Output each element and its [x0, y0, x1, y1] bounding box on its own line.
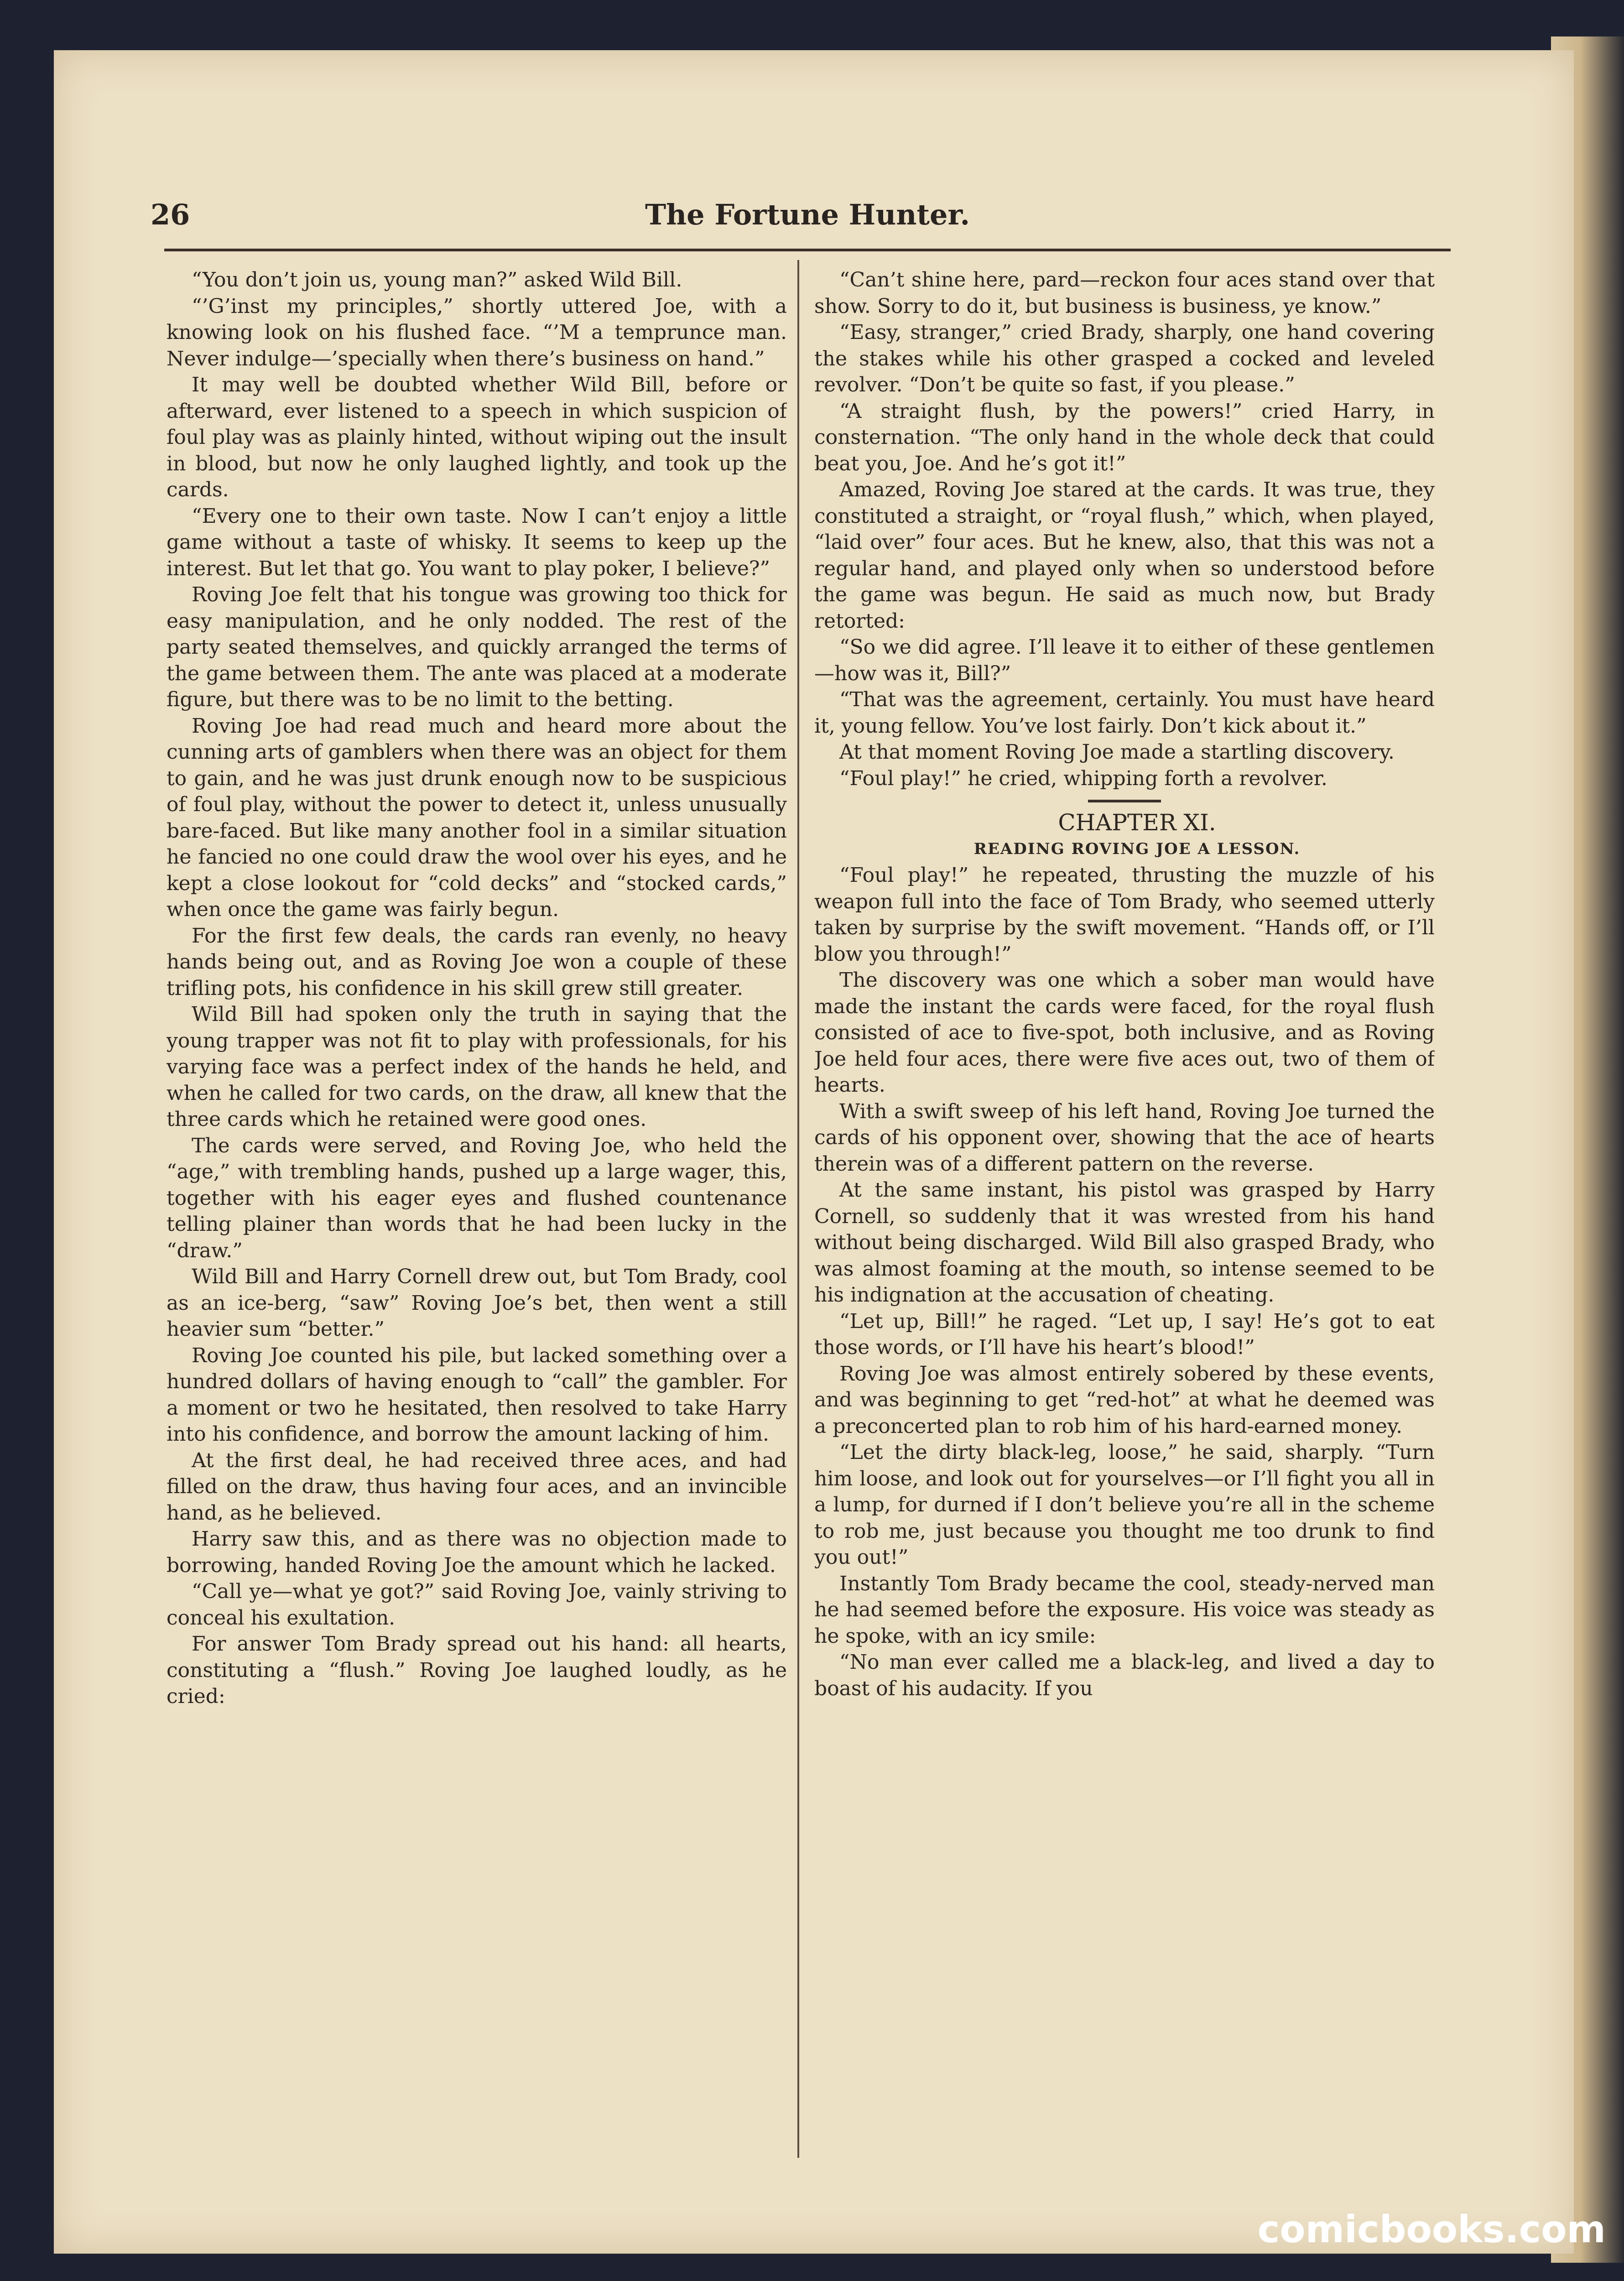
chapter-rule — [1088, 800, 1161, 802]
paragraph: Instantly Tom Brady became the cool, steady-nerved man he had seemed before the exposure. His voice was steady as he spoke, with an icy smile: — [814, 1572, 1435, 1648]
paragraph: Harry saw this, and as there was no objection made to borrowing, handed Roving Joe the amount which he lacked. — [167, 1527, 787, 1577]
page-number: 26 — [151, 198, 190, 231]
paragraph: “Foul play!” he repeated, thrusting the muzzle of his weapon full into the face of Tom Brady, who seemed utterly taken by surprise by the swift movement. “Hands off, or I’ll blow you through!” — [814, 864, 1435, 966]
paragraph: “Foul play!” he cried, whipping forth a revolver. — [839, 766, 1327, 790]
paragraph: “Call ye—what ye got?” said Roving Joe, vainly striving to conceal his exultation. — [167, 1580, 787, 1630]
left-column — [167, 267, 787, 2156]
paragraph: Roving Joe felt that his tongue was growing too thick for easy manipulation, and he only nodded. The rest of the party seated themselves, and quickly arranged the terms of the game between them. The ante was placed at a moderate figure, but there was to be no limit to the betting. — [167, 583, 787, 711]
paragraph: The cards were served, and Roving Joe, who held the “age,” with trembling hands, pushed up a large wager, this, together with his eager eyes and flushed countenance telling plainer than words that he had been lucky in the “draw.” — [167, 1134, 787, 1262]
paragraph: For answer Tom Brady spread out his hand: all hearts, constituting a “flush.” Roving Joe laughed loudly, as he cried: — [167, 1632, 787, 1708]
paragraph: It may well be doubted whether Wild Bill, before or afterward, ever listened to a speech in which suspicion of foul play was as plainly hinted, without wiping out the insult in blood, but now he only laughed lightly, and took up the cards. — [167, 373, 787, 501]
running-title: The Fortune Hunter. — [645, 198, 970, 231]
paragraph: “’G’inst my principles,” shortly uttered Joe, with a knowing look on his flushed face. “’M a temprunce man. Never indulge—’specially when there’s business on hand.” — [167, 294, 787, 370]
paragraph: At the same instant, his pistol was grasped by Harry Cornell, so suddenly that it was wrested from his hand without being discharged. Wild Bill also grasped Brady, who was almost foaming at the mouth, so intense seemed to be his indignation at the accusation of cheating. — [814, 1178, 1435, 1307]
paragraph: “You don’t join us, young man?” asked Wild Bill. — [192, 268, 682, 292]
paragraph: “Easy, stranger,” cried Brady, sharply, one hand covering the stakes while his other grasped a cocked and leveled revolver. “Don’t be quite so fast, if you please.” — [814, 321, 1435, 396]
paragraph: “So we did agree. I’ll leave it to either of these gentlemen—how was it, Bill?” — [814, 635, 1435, 685]
paragraph: The discovery was one which a sober man would have made the instant the cards were faced, for the royal flush consisted of ace to five-spot, both inclusive, and as Roving Joe held four aces, there were five aces out, two of them of hearts. — [814, 969, 1435, 1097]
right-column — [814, 267, 1435, 2156]
paragraph: “A straight flush, by the powers!” cried Harry, in consternation. “The only hand in the whole deck that could beat you, Joe. And he’s got it!” — [814, 399, 1435, 475]
paragraph: Wild Bill and Harry Cornell drew out, but Tom Brady, cool as an ice-berg, “saw” Roving Joe’s bet, then went a still heavier sum “better.” — [167, 1265, 787, 1341]
paragraph: For the first few deals, the cards ran evenly, no heavy hands being out, and as Roving Joe won a couple of these trifling pots, his confidence in his skill grew still greater. — [167, 924, 787, 1000]
paragraph: At the first deal, he had received three aces, and had filled on the draw, thus having four aces, and an invincible hand, as he believed. — [167, 1448, 787, 1525]
paragraph: Wild Bill had spoken only the truth in saying that the young trapper was not fit to play with professionals, for his varying face was a perfect index of the hands he held, and when he called for two cards, on the draw, all knew that the three cards which he retained were good ones. — [167, 1003, 787, 1131]
paragraph: “That was the agreement, certainly. You must have heard it, young fellow. You’ve lost fairly. Don’t kick about it.” — [814, 688, 1435, 738]
paragraph: Roving Joe had read much and heard more about the cunning arts of gamblers when there was an object for them to gain, and he was just drunk enough now to be suspicious of foul play, without the power to detect it, unless unusually bare-faced. But like many another fool in a similar situation he fancied no one could draw the wool over his eyes, and he kept a close lookout for “cold decks” and “stocked cards,” when once the game was fairly begun. — [167, 714, 787, 921]
page-header — [151, 189, 1464, 240]
header-rule — [164, 249, 1451, 251]
paragraph: At that moment Roving Joe made a startling discovery. — [839, 740, 1395, 764]
paragraph: Roving Joe counted his pile, but lacked something over a hundred dollars of having enough to “call” the gambler. For a moment or two he hesitated, then resolved to take Harry into his confidence, and borrow the amount lacking of him. — [167, 1344, 787, 1446]
paragraph: Amazed, Roving Joe stared at the cards. It was true, they constituted a straight, or “royal flush,” which, when played, “laid over” four aces. But he knew, also, that this was not a regular hand, and played only when so understood before the game was begun. He said as much now, but Brady retorted: — [814, 478, 1435, 633]
paragraph: “Every one to their own taste. Now I can’t enjoy a little game without a taste of whisky. It seems to keep up the interest. But let that go. You want to play poker, I believe?” — [167, 504, 787, 580]
paragraph: “Let the dirty black-leg, loose,” he said, sharply. “Turn him loose, and look out for yourselves—or I’ll fight you all in a lump, for durned if I don’t believe you’re all in the scheme to rob me, just because you thought me too drunk to find you out!” — [814, 1441, 1435, 1569]
paragraph: Roving Joe was almost entirely sobered by these events, and was beginning to get “red-hot” at what he deemed was a preconcerted plan to rob him of his hard-earned money. — [814, 1362, 1435, 1438]
paragraph: “No man ever called me a black-leg, and lived a day to boast of his audacity. If you — [814, 1651, 1435, 1700]
paragraph: “Let up, Bill!” he raged. “Let up, I say! He’s got to eat those words, or I’ll have his heart’s blood!” — [814, 1309, 1435, 1359]
paragraph: With a swift sweep of his left hand, Roving Joe turned the cards of his opponent over, showing that the ace of hearts therein was of a different pattern on the reverse. — [814, 1099, 1435, 1176]
chapter-subtitle: READING ROVING JOE A LESSON. — [973, 839, 1301, 858]
chapter-title: CHAPTER XI. — [1058, 809, 1216, 836]
paragraph: “Can’t shine here, pard—reckon four aces stand over that show. Sorry to do it, but business is business, ye know.” — [814, 268, 1435, 318]
column-divider — [797, 260, 799, 2158]
site-watermark: comicbooks.com — [1257, 2208, 1606, 2251]
